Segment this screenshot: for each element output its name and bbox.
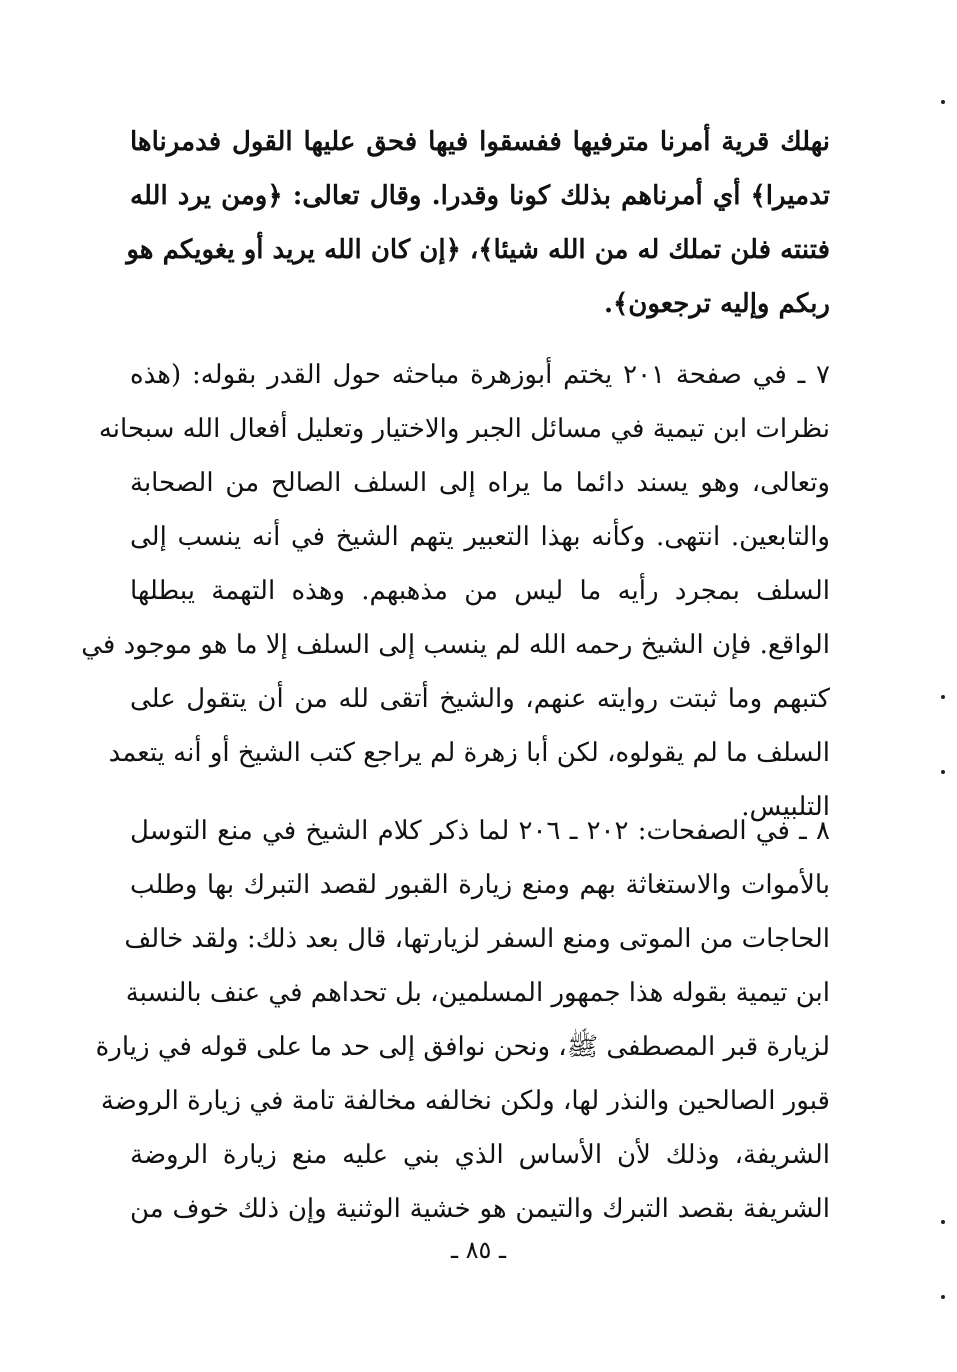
margin-dot xyxy=(941,1220,945,1224)
margin-dot xyxy=(941,1295,945,1299)
margin-dot xyxy=(941,100,945,104)
text-line: الشريفة، وذلك لأن الأساس الذي بني عليه منع زيارة الروضة xyxy=(130,1140,830,1170)
text-line: التلبيس. xyxy=(741,792,830,822)
text-line: السلف بمجرد رأيه ما ليس من مذهبهم. وهذه التهمة يبطلها xyxy=(130,576,830,606)
text-line: الواقع. فإن الشيخ رحمه الله لم ينسب إلى السلف إلا ما هو موجود في xyxy=(81,630,830,660)
text-line: نظرات ابن تيمية في مسائل الجبر والاختيار وتعليل أفعال الله سبحانه xyxy=(98,414,830,444)
text-line: تدميرا﴾ أي أمرناهم بذلك كونا وقدرا. وقال تعالى: ﴿ومن يرد الله xyxy=(130,181,830,211)
text-line: نهلك قرية أمرنا مترفيها ففسقوا فيها فحق عليها القول فدمرناها xyxy=(130,127,830,157)
text-line: كتبهم وما ثبتت روايته عنهم، والشيخ أتقى لله من أن يتقول على xyxy=(130,684,830,714)
text-line: ٧ ـ في صفحة ٢٠١ يختم أبوزهرة مباحثه حول القدر بقوله: (هذه xyxy=(130,360,830,390)
text-line: ٨ ـ في الصفحات: ٢٠٢ ـ ٢٠٦ لما ذكر كلام الشيخ في منع التوسل xyxy=(130,816,830,846)
paragraph-point-7 xyxy=(81,348,830,834)
text-line: فتنته فلن تملك له من الله شيئا﴾، ﴿إن كان الله يريد أو يغويكم هو xyxy=(126,235,830,265)
margin-dot xyxy=(941,695,945,699)
text-line: الحاجات من الموتى ومنع السفر لزيارتها، قال بعد ذلك: ولقد خالف xyxy=(124,924,830,954)
text-line: بالأموات والاستغاثة بهم ومنع زيارة القبور لقصد التبرك بها وطلب xyxy=(130,870,830,900)
text-line: قبور الصالحين والنذر لها، ولكن نخالفه مخالفة تامة في زيارة الروضة xyxy=(100,1086,830,1116)
paragraph-quran-continuation xyxy=(126,115,830,331)
paragraph-point-8 xyxy=(95,804,830,1236)
margin-dot xyxy=(941,770,945,774)
text-line: الشريفة بقصد التبرك والتيمن هو خشية الوثنية وإن ذلك خوف من xyxy=(130,1194,830,1224)
text-line: لزيارة قبر المصطفى ﷺ، ونحن نوافق إلى حد ما على قوله في زيارة xyxy=(95,1032,830,1062)
text-line: وتعالى، وهو يسند دائما ما يراه إلى السلف الصالح من الصحابة xyxy=(130,468,830,498)
text-line: السلف ما لم يقولوه، لكن أبا زهرة لم يراجع كتب الشيخ أو أنه يتعمد xyxy=(108,738,830,768)
text-line: ابن تيمية بقوله هذا جمهور المسلمين، بل تحداهم في عنف بالنسبة xyxy=(125,978,830,1008)
text-line: ربكم وإليه ترجعون﴾. xyxy=(603,289,830,319)
text-line: والتابعين. انتهى. وكأنه بهذا التعبير يتهم الشيخ في أنه ينسب إلى xyxy=(130,522,830,552)
page-number: ـ ٨٥ ـ xyxy=(450,1236,507,1264)
